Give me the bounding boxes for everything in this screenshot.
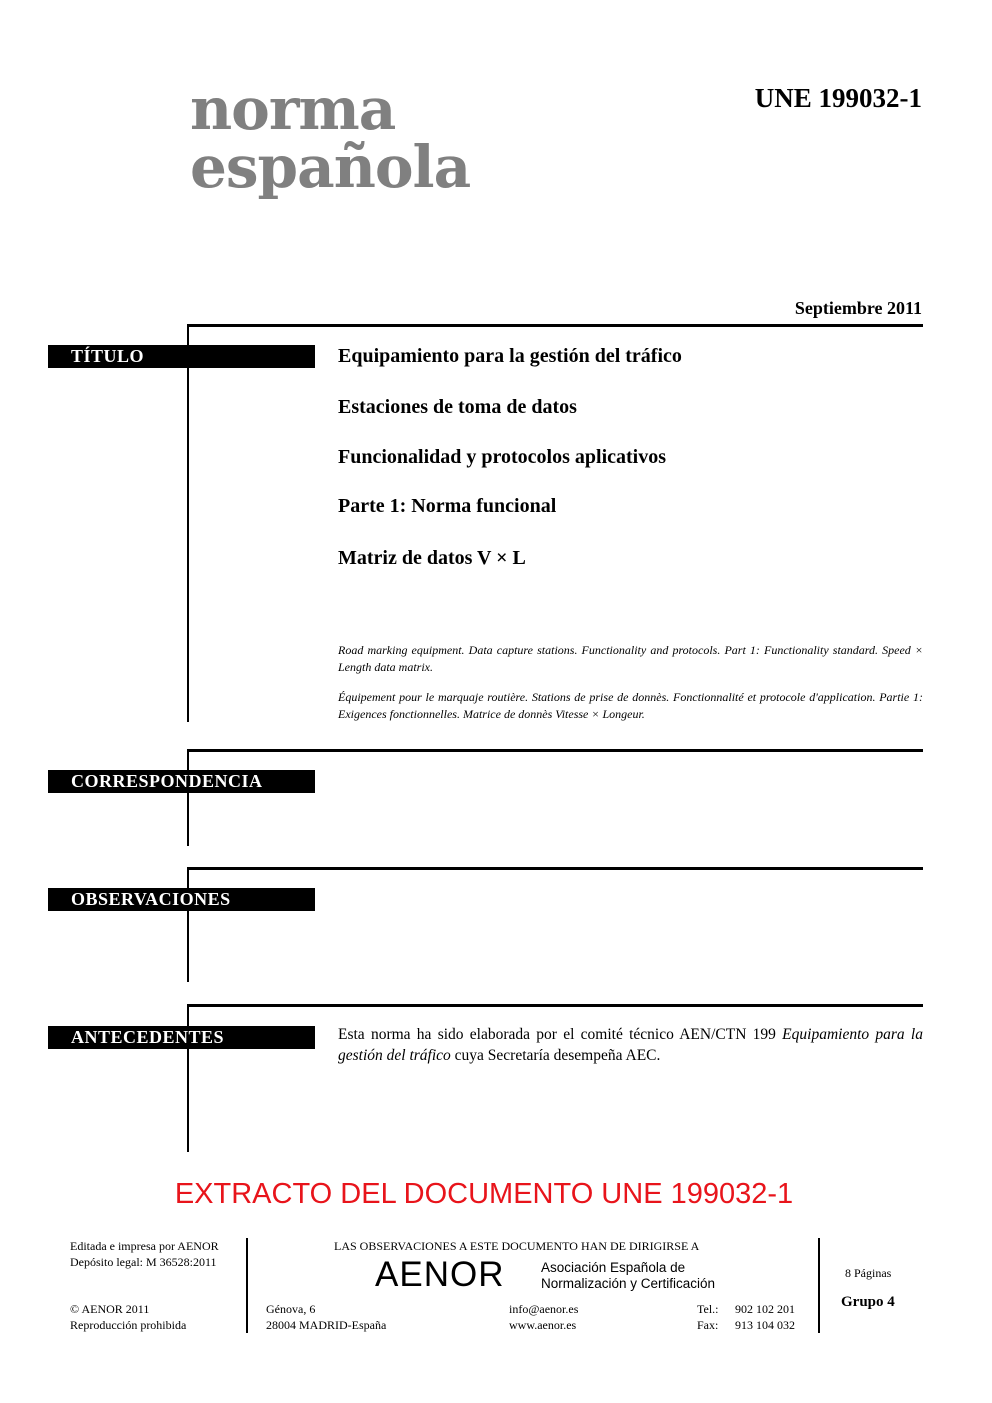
fax-label: Fax: bbox=[697, 1318, 719, 1332]
title-line-4: Parte 1: Norma funcional bbox=[338, 495, 557, 517]
price-group: Grupo 4 bbox=[841, 1294, 895, 1310]
title-line-5: Matriz de datos V × L bbox=[338, 547, 526, 569]
reproduction-notice: Reproducción prohibida bbox=[70, 1318, 187, 1332]
extract-notice: EXTRACTO DEL DOCUMENTO UNE 199032-1 bbox=[174, 1178, 794, 1210]
antecedentes-text-end: cuya Secretaría desempeña AEC. bbox=[450, 1047, 661, 1064]
footer-copyright bbox=[70, 1301, 186, 1333]
aenor-full-line-2: Normalización y Certificación bbox=[541, 1276, 716, 1291]
section-label-correspondencia: CORRESPONDENCIA bbox=[48, 770, 315, 793]
french-title: Équipement pour le marquaje routière. Stations de prise de donnès. Fonctionnalité et protocole d'application. Partie 1: Exigences fonctionnelles. Matrice de donnès Vitesse × Longeur. bbox=[338, 690, 923, 721]
standard-code: UNE 199032-1 bbox=[754, 83, 922, 113]
section-divider bbox=[187, 324, 923, 327]
section-vertical-rule bbox=[187, 867, 189, 982]
aenor-full-line-1: Asociación Española de bbox=[541, 1260, 686, 1275]
section-label-observaciones: OBSERVACIONES bbox=[48, 888, 315, 911]
phone-labels bbox=[697, 1301, 719, 1333]
antecedentes-text bbox=[338, 1024, 923, 1066]
aenor-full-name bbox=[541, 1260, 715, 1292]
english-title: Road marking equipment. Data capture stations. Functionality and protocols. Part 1: Functionality standard. Speed × Length data matrix. bbox=[338, 643, 923, 674]
tel-number: 902 102 201 bbox=[735, 1302, 795, 1316]
brand-line-1: norma bbox=[190, 75, 396, 143]
section-label-titulo: TÍTULO bbox=[48, 345, 315, 368]
copyright: © AENOR 2011 bbox=[70, 1302, 150, 1316]
footer-divider bbox=[818, 1238, 820, 1333]
title-line-3: Funcionalidad y protocolos aplicativos bbox=[338, 446, 667, 468]
observations-notice: LAS OBSERVACIONES A ESTE DOCUMENTO HAN DE DIRIGIRSE A bbox=[334, 1239, 700, 1253]
antecedentes-text-start: Esta norma ha sido elaborada por el comité técnico AEN/CTN 199 bbox=[338, 1026, 783, 1043]
section-divider bbox=[187, 867, 923, 870]
address-line-2: 28004 MADRID-España bbox=[266, 1318, 387, 1332]
aenor-logo: AENOR bbox=[375, 1255, 505, 1294]
footer-edition bbox=[70, 1238, 219, 1270]
tel-label: Tel.: bbox=[697, 1302, 719, 1316]
committee-name: Equipamiento para la gestión del tráfico bbox=[338, 1026, 923, 1064]
contact-web bbox=[509, 1301, 578, 1333]
address-line-1: Génova, 6 bbox=[266, 1302, 316, 1316]
address bbox=[266, 1301, 386, 1333]
website[interactable]: www.aenor.es bbox=[509, 1318, 577, 1332]
page-count: 8 Páginas bbox=[845, 1266, 892, 1280]
section-vertical-rule bbox=[187, 749, 189, 846]
edited-by: Editada e impresa por AENOR bbox=[70, 1239, 219, 1253]
brand-title bbox=[190, 75, 471, 201]
deposito-legal: Depósito legal: M 36528:2011 bbox=[70, 1255, 217, 1269]
phone-numbers bbox=[735, 1301, 795, 1333]
section-divider bbox=[187, 1004, 923, 1007]
title-line-1: Equipamiento para la gestión del tráfico bbox=[338, 345, 682, 367]
section-label-antecedentes: ANTECEDENTES bbox=[48, 1026, 315, 1049]
email[interactable]: info@aenor.es bbox=[509, 1302, 579, 1316]
section-vertical-rule bbox=[187, 324, 189, 722]
title-line-2: Estaciones de toma de datos bbox=[338, 396, 577, 418]
publication-date: Septiembre 2011 bbox=[794, 298, 922, 318]
section-divider bbox=[187, 749, 923, 752]
fax-number: 913 104 032 bbox=[735, 1318, 795, 1332]
footer-divider bbox=[246, 1238, 248, 1333]
brand-line-2: española bbox=[190, 133, 471, 201]
